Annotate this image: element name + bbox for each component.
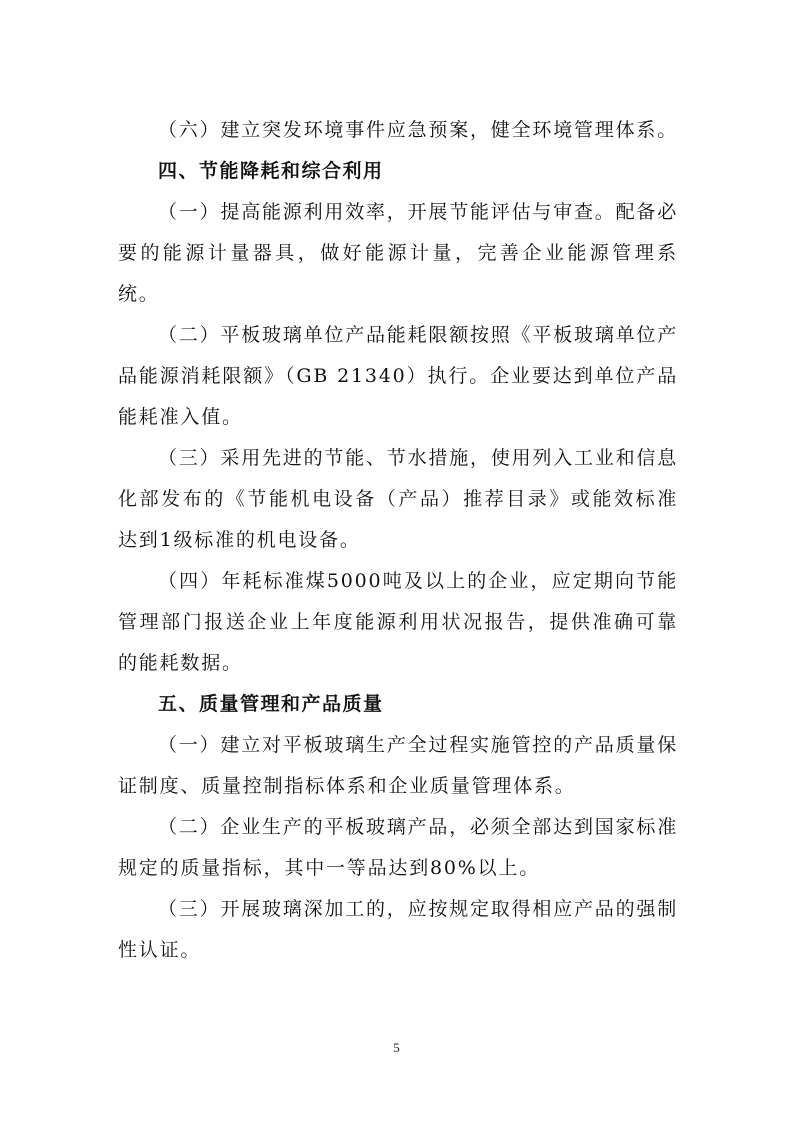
page-number: 5 xyxy=(393,1040,400,1055)
paragraph-energy-report: （四）年耗标准煤5000吨及以上的企业，应定期向节能管理部门报送企业上年度能源利用状况报告，提供准确可靠的能耗数据。 xyxy=(118,570,678,674)
paragraph-energy-consumption-limit: （二）平板玻璃单位产品能耗限额按照《平板玻璃单位产品能源消耗限额》（GB 21340）执行。企业要达到单位产品能耗准入值。 xyxy=(118,324,679,428)
paragraph-energy-saving-measures: （三）采用先进的节能、节水措施，使用列入工业和信息化部发布的《节能机电设备（产品）推荐目录》或能效标准达到1级标准的机电设备。 xyxy=(118,447,679,551)
document-body xyxy=(118,110,678,971)
paragraph-certification: （三）开展玻璃深加工的，应按规定取得相应产品的强制性认证。 xyxy=(118,898,679,961)
section-heading-quality-management: 五、质量管理和产品质量 xyxy=(158,693,384,715)
paragraph-quality-system: （一）建立对平板玻璃生产全过程实施管控的产品质量保证制度、质量控制指标体系和企业质量管理体系。 xyxy=(118,734,679,797)
paragraph-energy-efficiency: （一）提高能源利用效率，开展节能评估与审查。配备必要的能源计量器具，做好能源计量，完善企业能源管理系统。 xyxy=(118,201,679,305)
paragraph-quality-standard: （二）企业生产的平板玻璃产品，必须全部达到国家标准规定的质量指标，其中一等品达到80%以上。 xyxy=(118,816,679,879)
paragraph-env-emergency-plan: （六）建立突发环境事件应急预案，健全环境管理体系。 xyxy=(158,119,679,141)
section-heading-energy-saving: 四、节能降耗和综合利用 xyxy=(158,160,384,182)
